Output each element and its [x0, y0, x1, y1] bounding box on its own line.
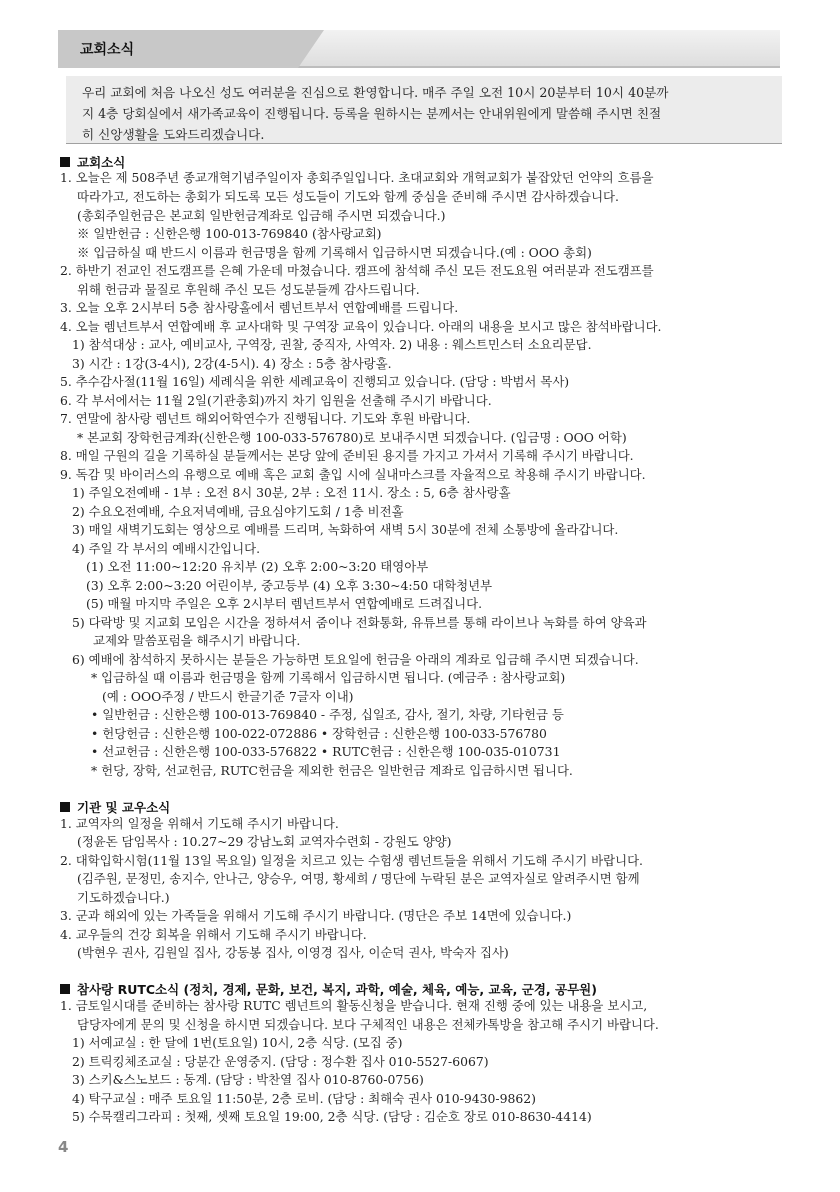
list-item: 3) 시간 : 1강(3-4시), 2강(4-5시). 4) 장소 : 5층 참사랑홀. [72, 356, 392, 371]
list-item: 8. 매일 구원의 길을 기록하실 분들께서는 본당 앞에 준비된 용지를 가지고 가셔서 기록해 주시기 바랍니다. [60, 448, 634, 463]
list-item: 3) 매일 새벽기도회는 영상으로 예배를 드리며, 녹화하여 새벽 5시 30분에 전체 소통방에 올라갑니다. [72, 522, 619, 537]
welcome-line: 지 4층 당회실에서 새가족교육이 진행됩니다. 등록을 원하시는 분께서는 안내위원에게 말씀해 주시면 친절 [82, 106, 662, 121]
list-item: 6. 각 부서에서는 11월 2일(기관총회)까지 차기 임원을 선출해 주시기 바랍니다. [60, 393, 492, 408]
section-title-church-news: 교회소식 [60, 153, 125, 171]
list-item: 1) 참석대상 : 교사, 예비교사, 구역장, 권찰, 중직자, 사역자. 2) 내용 : 웨스트민스터 소요리문답. [72, 337, 592, 352]
list-item: 6) 예배에 참석하지 못하시는 분들은 가능하면 토요일에 헌금을 아래의 계좌로 입금해 주시면 되겠습니다. [72, 652, 639, 667]
list-item: (예 : OOO주정 / 반드시 한글기준 7글자 이내) [102, 689, 354, 704]
page-header [58, 30, 780, 70]
list-item: 1. 금토일시대를 준비하는 참사랑 RUTC 렘넌트의 활동신청을 받습니다. 현재 진행 중에 있는 내용을 보시고, [60, 998, 648, 1013]
list-item: 위해 헌금과 물질로 후원해 주신 모든 성도분들께 감사드립니다. [77, 282, 420, 297]
list-item: 4) 주일 각 부서의 예배시간입니다. [72, 541, 261, 556]
list-item: • 일반헌금 : 신한은행 100-013-769840 - 주정, 십일조, 감사, 절기, 차량, 기타헌금 등 [91, 707, 564, 722]
list-item: (3) 오후 2:00~3:20 어린이부, 중고등부 (4) 오후 3:30~4:50 대학청년부 [86, 578, 493, 593]
list-item: * 헌당, 장학, 선교헌금, RUTC헌금을 제외한 헌금은 일반헌금 계좌로 입금하시면 됩니다. [91, 763, 573, 778]
list-item: 3. 군과 해외에 있는 가족들을 위해서 기도해 주시기 바랍니다. (명단은 주보 14면에 있습니다.) [60, 908, 572, 923]
list-item: ※ 입금하실 때 반드시 이름과 헌금명을 함께 기록해서 입금하시면 되겠습니다.(예 : OOO 총회) [77, 245, 592, 260]
page-number: 4 [58, 1138, 69, 1156]
square-bullet-icon [60, 802, 70, 812]
list-item: * 본교회 장학헌금계좌(신한은행 100-033-576780)로 보내주시면 되겠습니다. (입금명 : OOO 어학) [77, 430, 627, 445]
list-item: 4. 교우들의 건강 회복을 위해서 기도해 주시기 바랍니다. [60, 927, 367, 942]
page-title: 교회소식 [80, 42, 135, 58]
list-item: (5) 매월 마지막 주일은 오후 2시부터 렘넌트부서 연합예배로 드려집니다. [86, 596, 483, 611]
list-item: (정윤돈 담임목사 : 10.27~29 강남노회 교역자수련회 - 강원도 양양) [77, 834, 452, 849]
list-item: • 선교헌금 : 신한은행 100-033-576822 • RUTC헌금 : 신한은행 100-035-010731 [91, 744, 561, 759]
list-item: • 헌당헌금 : 신한은행 100-022-072886 • 장학헌금 : 신한은행 100-033-576780 [91, 726, 547, 741]
list-item: 2. 대학입학시험(11월 13일 목요일) 일정을 치르고 있는 수험생 렘넌트들을 위해서 기도해 주시기 바랍니다. [60, 853, 643, 868]
list-item: 1) 서예교실 : 한 달에 1번(토요일) 10시, 2층 식당. (모집 중) [72, 1035, 403, 1050]
welcome-line: 히 신앙생활을 도와드리겠습니다. [82, 127, 265, 142]
list-item: 교제와 말씀포럼을 해주시기 바랍니다. [93, 633, 301, 648]
list-item: ※ 일반헌금 : 신한은행 100-013-769840 (참사랑교회) [77, 226, 382, 241]
list-item: (김주원, 문정민, 송지수, 안나근, 양승우, 여명, 황세희 / 명단에 누락된 분은 교역자실로 알려주시면 함께 [77, 871, 640, 886]
list-item: 따라가고, 전도하는 총회가 되도록 모든 성도들이 기도와 함께 중심을 준비해 주시면 감사하겠습니다. [77, 189, 619, 204]
list-item: 1) 주일오전예배 - 1부 : 오전 8시 30분, 2부 : 오전 11시. 장소 : 5, 6층 참사랑홀 [72, 485, 511, 500]
square-bullet-icon [60, 984, 70, 994]
list-item: 3. 오늘 오후 2시부터 5층 참사랑홀에서 렘넌트부서 연합예배를 드립니다. [60, 300, 459, 315]
list-item: 2. 하반기 전교인 전도캠프를 은혜 가운데 마쳤습니다. 캠프에 참석해 주신 모든 전도요원 여러분과 전도캠프를 [60, 263, 654, 278]
list-item: 3) 스키&스노보드 : 동계. (담당 : 박찬열 집사 010-8760-0756) [72, 1072, 424, 1087]
list-item: 2) 트릭킹체조교실 : 당분간 운영중지. (담당 : 정수환 집사 010-5527-6067) [72, 1054, 489, 1069]
list-item: 7. 연말에 참사랑 렘넌트 해외어학연수가 진행됩니다. 기도와 후원 바랍니다. [60, 411, 471, 426]
list-item: 4) 탁구교실 : 매주 토요일 11:50분, 2층 로비. (담당 : 최해숙 권사 010-9430-9862) [72, 1091, 536, 1106]
list-item: 4. 오늘 렘넌트부서 연합예배 후 교사대학 및 구역장 교육이 있습니다. 아래의 내용을 보시고 많은 참석바랍니다. [60, 319, 662, 334]
list-item: 1. 교역자의 일정을 위해서 기도해 주시기 바랍니다. [60, 816, 339, 831]
list-item: 2) 수요오전예배, 수요저녁예배, 금요심야기도회 / 1층 비전홀 [72, 504, 404, 519]
list-item: 5. 추수감사절(11월 16일) 세례식을 위한 세례교육이 진행되고 있습니다. (담당 : 박범서 목사) [60, 374, 570, 389]
list-item: 담당자에게 문의 및 신청을 하시면 되겠습니다. 보다 구체적인 내용은 전체카톡방을 참고해 주시기 바랍니다. [77, 1017, 659, 1032]
section-title-institution-news: 기관 및 교우소식 [60, 798, 170, 816]
list-item: (1) 오전 11:00~12:20 유치부 (2) 오후 2:00~3:20 태영아부 [86, 559, 429, 574]
square-bullet-icon [60, 157, 70, 167]
welcome-box [66, 76, 782, 144]
list-item: 1. 오늘은 제 508주년 종교개혁기념주일이자 총회주일입니다. 초대교회와 개혁교회가 붙잡았던 언약의 흐름을 [60, 170, 654, 185]
section-title-rutc-news: 참사랑 RUTC소식 (정치, 경제, 문화, 보건, 복지, 과학, 예술, 체육, 예능, 교육, 군경, 공무원) [60, 980, 597, 998]
list-item: 5) 다락방 및 지교회 모임은 시간을 정하셔서 줌이나 전화통화, 유튜브를 통해 라이브나 녹화를 하여 양육과 [72, 615, 647, 630]
list-item: 5) 수묵캘리그라피 : 첫째, 셋째 토요일 19:00, 2층 식당. (담당 : 김순호 장로 010-8630-4414) [72, 1109, 592, 1124]
list-item: * 입금하실 때 이름과 헌금명을 함께 기록해서 입금하시면 됩니다. (예금주 : 참사랑교회) [91, 670, 566, 685]
list-item: (박현우 권사, 김원일 집사, 강동봉 집사, 이영경 집사, 이순덕 권사, 박숙자 집사) [77, 945, 509, 960]
list-item: (총회주일헌금은 본교회 일반헌금계좌로 입금해 주시면 되겠습니다.) [77, 208, 446, 223]
list-item: 기도하겠습니다.) [77, 890, 170, 905]
welcome-line: 우리 교회에 처음 나오신 성도 여러분을 진심으로 환영합니다. 매주 주일 오전 10시 20분부터 10시 40분까 [82, 85, 669, 100]
list-item: 9. 독감 및 바이러스의 유행으로 예배 혹은 교회 출입 시에 실내마스크를 자율적으로 착용해 주시기 바랍니다. [60, 467, 646, 482]
